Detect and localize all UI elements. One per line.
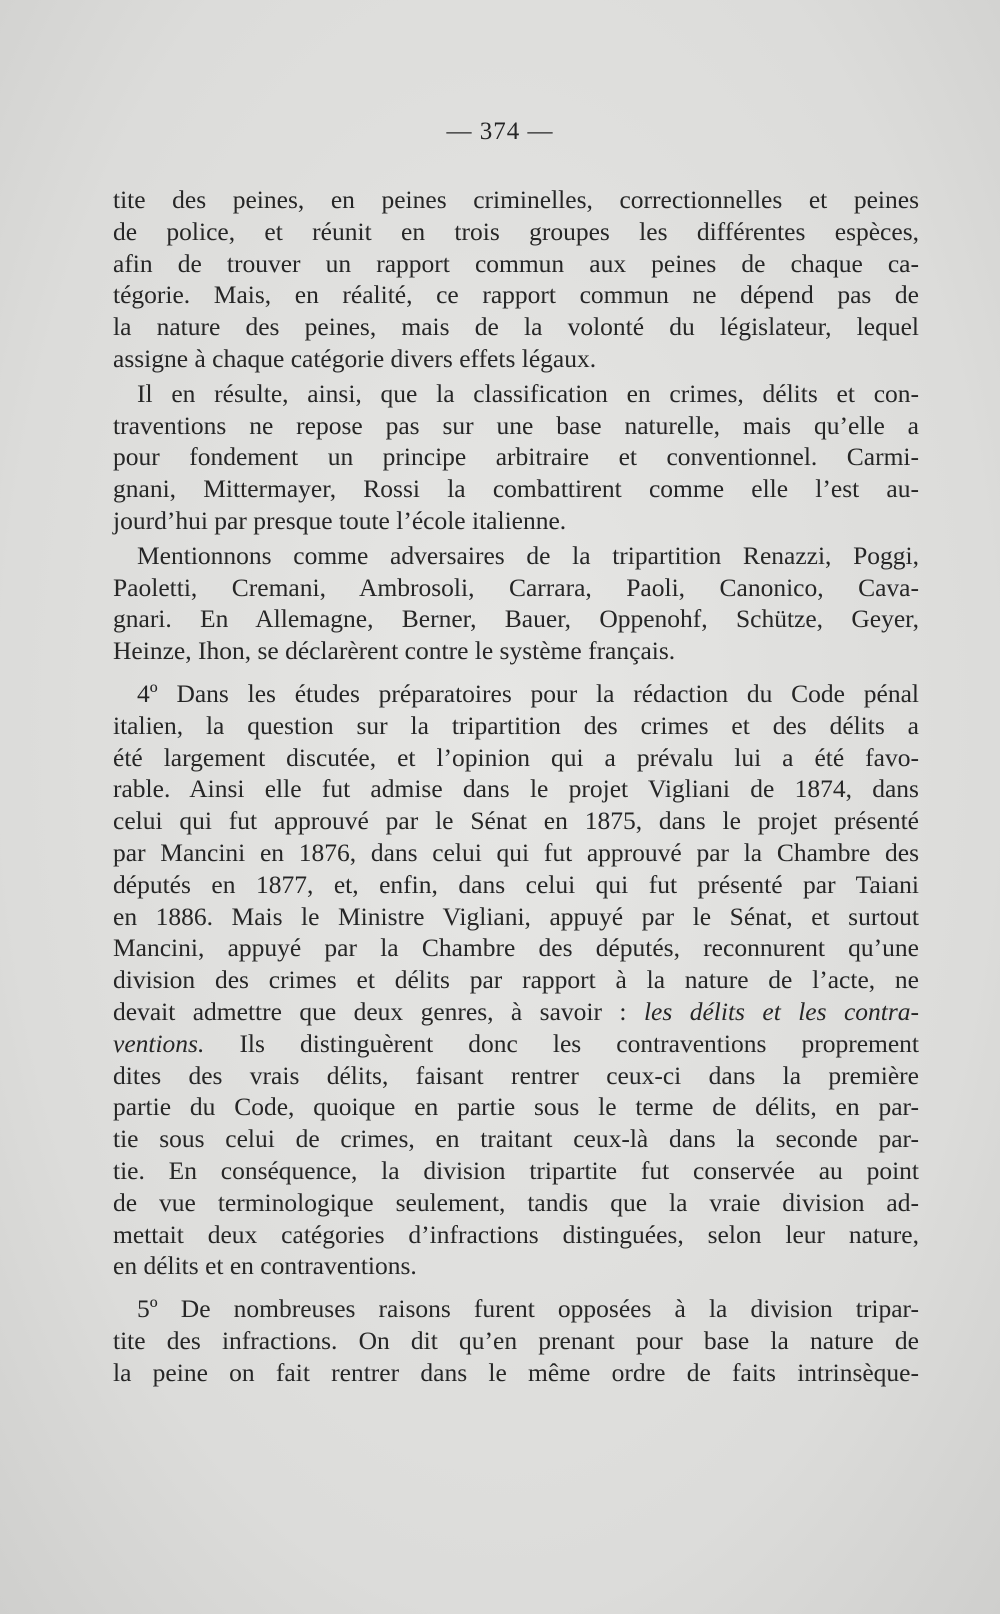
text-segment: Ils distinguèrent donc les contraventions proprement <box>239 1028 919 1058</box>
text-line: tie sous celui de crimes, en traitant ceux-là dans la seconde par- <box>113 1124 919 1154</box>
text-line: tégorie. Mais, en réalité, ce rapport commun ne dépend pas de <box>113 280 919 310</box>
paragraph-3 <box>113 540 919 667</box>
paragraph-4 <box>113 678 919 1282</box>
text-line: la peine on fait rentrer dans le même ordre de faits intrinsèque- <box>113 1357 919 1387</box>
text-line: gnari. En Allemagne, Berner, Bauer, Oppenohf, Schütze, Geyer, <box>113 604 919 634</box>
paragraph-2 <box>113 378 919 537</box>
text-line: Mancini, appuyé par la Chambre des députés, reconnurent qu’une <box>113 933 919 963</box>
text-line: assigne à chaque catégorie divers effets légaux. <box>113 343 597 373</box>
text-line: italien, la question sur la tripartition des crimes et des délits a <box>113 710 919 740</box>
body-text <box>113 184 919 1388</box>
text-line: en délits et en contraventions. <box>113 1251 417 1281</box>
text-line: division des crimes et délits par rapport à la nature de l’acte, ne <box>113 965 919 995</box>
text-line: 5º De nombreuses raisons furent opposées à la division tripar- <box>137 1294 919 1324</box>
paragraph-5 <box>113 1293 919 1388</box>
text-line-mixed <box>113 996 919 1028</box>
text-line: députés en 1877, et, enfin, dans celui qui fut présenté par Taiani <box>113 869 919 899</box>
italic-term: ventions. <box>113 1028 205 1058</box>
text-line: Il en résulte, ainsi, que la classification en crimes, délits et con- <box>137 378 919 408</box>
text-line: la nature des peines, mais de la volonté du législateur, lequel <box>113 312 919 342</box>
text-line: 4º Dans les études préparatoires pour la rédaction du Code pénal <box>137 678 919 708</box>
text-line: en 1886. Mais le Ministre Vigliani, appuyé par le Sénat, et surtout <box>113 901 919 931</box>
text-line: de vue terminologique seulement, tandis que la vraie division ad- <box>113 1187 919 1217</box>
text-line: tie. En conséquence, la division tripartite fut conservée au point <box>113 1155 919 1185</box>
text-line: tite des peines, en peines criminelles, correctionnelles et peines <box>113 185 919 214</box>
text-line: Paoletti, Cremani, Ambrosoli, Carrara, Paoli, Canonico, Cava- <box>113 572 919 602</box>
text-line: jourd’hui par presque toute l’école italienne. <box>113 505 567 535</box>
text-line: Heinze, Ihon, se déclarèrent contre le système français. <box>113 636 676 666</box>
text-line: dites des vrais délits, faisant rentrer ceux-ci dans la première <box>113 1060 919 1090</box>
text-line: tite des infractions. On dit qu’en prenant pour base la nature de <box>113 1325 919 1355</box>
text-line: été largement discutée, et l’opinion qui a prévalu lui a été favo- <box>113 742 919 772</box>
text-line: partie du Code, quoique en partie sous le terme de délits, en par- <box>113 1092 919 1122</box>
text-line-mixed <box>113 1028 919 1060</box>
text-line: gnani, Mittermayer, Rossi la combattirent comme elle l’est au- <box>113 474 919 504</box>
text-line: pour fondement un principe arbitraire et conventionnel. Carmi- <box>113 442 919 472</box>
text-line: par Mancini en 1876, dans celui qui fut approuvé par la Chambre des <box>113 837 919 867</box>
text-line: traventions ne repose pas sur une base naturelle, mais qu’elle a <box>113 410 919 440</box>
paragraph-1 <box>113 184 919 375</box>
page-number: — 374 — <box>446 118 554 145</box>
text-line: mettait deux catégories d’infractions distinguées, selon leur nature, <box>113 1219 919 1249</box>
text-line: celui qui fut approuvé par le Sénat en 1875, dans le projet présenté <box>113 806 919 836</box>
text-line: Mentionnons comme adversaires de la tripartition Renazzi, Poggi, <box>137 540 919 570</box>
text-line: de police, et réunit en trois groupes les différentes espèces, <box>113 216 919 246</box>
text-line: rable. Ainsi elle fut admise dans le projet Vigliani de 1874, dans <box>113 774 919 804</box>
text-segment: devait admettre que deux genres, à savoir : <box>113 996 627 1026</box>
italic-term: les délits et les contra- <box>643 996 920 1026</box>
text-line: afin de trouver un rapport commun aux peines de chaque ca- <box>113 248 919 278</box>
